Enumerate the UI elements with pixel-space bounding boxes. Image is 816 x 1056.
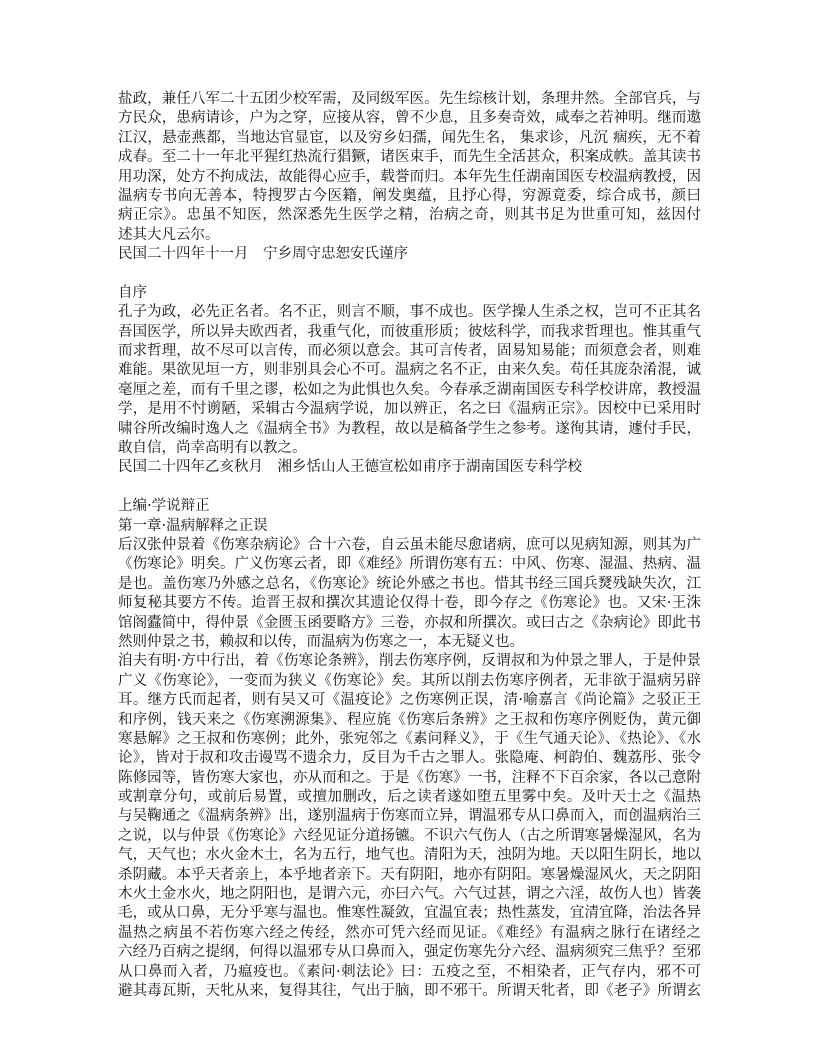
text-line: 论》，皆对于叔和攻击谩骂不遗余力，反目为千古之罪人。张隐庵、柯韵伯、魏荔彤、张令 xyxy=(118,750,701,767)
text-line: 毫厘之差，而有千里之谬，松如之为此惧也久矣。今春承乏湖南国医专科学校讲席，教授温 xyxy=(118,381,701,398)
blank-line xyxy=(118,265,701,284)
text-line: 毛，或从口鼻，无分乎寒与温也。惟寒性凝敛，宜温宜表；热性蒸发，宜清宜降，治法各异 xyxy=(118,905,701,922)
text-line: 木火土金水火，地之阴阳也，是谓六元，亦曰六气。六气过甚，谓之六淫，故伤人也）皆袭 xyxy=(118,886,701,903)
text-line: 《伤寒论》明矣。广义伤寒云者，即《难经》所谓伤寒有五：中风、伤寒、湿温、热病、温 xyxy=(118,556,701,573)
text-line: 气，天气也；水火金木土，名为五行，地气也。清阳为天，浊阴为地。天以阳生阴长，地以 xyxy=(118,847,701,864)
part-title-text: 上编·学说辩正 xyxy=(118,498,210,515)
text-line: 敢自信，尚幸高明有以教之。 xyxy=(118,440,307,457)
text-line: 洎夫有明·方中行出，着《伤寒论条辨》，削去伤寒序例，反谓叔和为仲景之罪人，于是仲景 xyxy=(118,653,701,670)
text-line: 避其毒瓦斯，天牝从来，复得其往，气出于脑，即不邪干。所谓天牝者，即《老子》所谓玄 xyxy=(118,982,701,999)
text-line: 杀阴藏。本乎天者亲上，本乎地者亲下。天有阴阳，地亦有阴阳。寒暑燥湿风火，天之阴阳 xyxy=(118,866,701,883)
text-line: 啸谷所改编时逸人之《温病全书》为教程，故以是稿备学生之参考。遂徇其请，遽付手民， xyxy=(118,420,701,437)
text-line: 之说，以与仲景《伤寒论》六经见证分道扬镳。不识六气伤人（古之所谓寒暑燥湿风，名为 xyxy=(118,827,701,844)
text-line: 陈修园等，皆伤寒大家也，亦从而和之。于是《伤寒》一书，注释不下百余家，各以己意附 xyxy=(118,769,701,786)
text-line: 温病专书向无善本，特搜罗古今医籍，阐发奥蕴，且抒心得，穷源竟委，综合成书，颜曰 xyxy=(118,187,701,204)
self-preface-body xyxy=(118,303,701,458)
text-line: 从口鼻而入者，乃瘟疫也。《素问·刺法论》曰：五疫之至，不相染者，正气存内，邪不可 xyxy=(118,963,701,980)
chapter-title-text: 第一章·温病解释之正误 xyxy=(118,517,268,534)
text-line: 耳。继方氏而起者，则有吴又可《温疫论》之伤寒例正误，清·喻嘉言《尚论篇》之驳正王 xyxy=(118,692,701,709)
self-preface-title xyxy=(118,284,701,303)
preface-continued xyxy=(118,90,701,245)
text-line: 吾国医学，所以异夫欧西者，我重气化，而彼重形质；彼炫科学，而我求哲理也。惟其重气 xyxy=(118,323,701,340)
self-preface-signature-text: 民国二十四年乙亥秋月 湘乡恬山人王德宣松如甫序于湖南国医专科学校 xyxy=(118,459,582,476)
document-page xyxy=(118,90,701,1001)
chapter-paragraph-1 xyxy=(118,536,701,652)
preface-signature-text: 民国二十四年十一月 宁乡周守忠恕安氏谨序 xyxy=(118,246,408,263)
text-line: 后汉张仲景着《伤寒杂病论》合十六卷，自云虽未能尽愈诸病，庶可以见病知源，则其为广 xyxy=(118,536,701,553)
text-line: 是也。盖伤寒乃外感之总名，《伤寒论》统论外感之书也。惜其书经三国兵燹残缺失次，江 xyxy=(118,575,701,592)
text-line: 师复秘其要方不传。迨晋王叔和撰次其遗论仅得十卷，即今存之《伤寒论》也。又宋·王洙 xyxy=(118,595,701,612)
text-line: 广义《伤寒论》，一变而为狭义《伤寒论》矣。其所以削去伤寒序例者，无非欲于温病另辟 xyxy=(118,672,701,689)
text-line: 而求哲理，故不尽可以言传，而必须以意会。其可言传者，固易知易能；而须意会者，则难 xyxy=(118,343,701,360)
text-line: 温热之病虽不若伤寒六经之传经，然亦可凭六经而见证。《难经》有温病之脉行在诸经之 xyxy=(118,924,701,941)
text-line: 盐政，兼任八军二十五团少校军需，及同级军医。先生综核计划，条理井然。全部官兵，与 xyxy=(118,91,701,107)
text-line: 述其大凡云尔。 xyxy=(118,226,220,243)
text-line: 六经乃百病之提纲，何得以温邪专从口鼻而入，强定伤寒先分六经、温病须究三焦乎？至邪 xyxy=(118,944,701,961)
text-line: 寒悬解》之王叔和伤寒例；此外，张宛邻之《素问释义》，于《生气通天论》、《热论》、《水 xyxy=(118,730,701,747)
text-line: 学，是用不忖谫陋，采辑古今温病学说，加以辨正，名之曰《温病正宗》。因校中已采用时 xyxy=(118,401,701,418)
self-preface-signature xyxy=(118,458,701,477)
text-line: 与吴鞠通之《温病条辨》出，遂别温病于伤寒而立异，谓温邪专从口鼻而入，而创温病治三 xyxy=(118,808,701,825)
blank-line xyxy=(118,478,701,497)
text-line: 难能。果欲见垣一方，则非别具会心不可。温病之名不正，由来久矣。苟任其庞杂淆混，诚 xyxy=(118,362,701,379)
preface-signature xyxy=(118,245,701,264)
text-line: 成春。至二十一年北平猩红热流行猖獗，诸医束手，而先生全活甚众，积案成帙。盖其读书 xyxy=(118,149,701,166)
chapter-paragraph-2 xyxy=(118,652,701,1001)
text-line: 馆阁蠹简中，得仲景《金匮玉函要略方》三卷，亦叔和所撰次。或曰古之《杂病论》即此书 xyxy=(118,614,701,631)
text-line: 孔子为政，必先正名者。名不正，则言不顺，事不成也。医学操人生杀之权，岂可不正其名 xyxy=(118,304,701,321)
text-line: 病正宗》。忠虽不知医，然深悉先生医学之精，治病之奇，则其书足为世重可知，兹因付 xyxy=(118,207,701,224)
text-line: 江汉，悬壶燕都，当地达官显宦，以及穷乡妇孺，闻先生名， 集求诊，凡沉 痼疾，无不着 xyxy=(118,129,701,146)
self-preface-title-text: 自序 xyxy=(118,284,147,301)
part-title xyxy=(118,497,701,516)
text-line: 然则仲景之书，赖叔和以传，而温病为伤寒之一，本无疑义也。 xyxy=(118,633,524,650)
text-line: 方民众，患病请诊，户为之穿，应接从容，曾不少息，且多奏奇效，咸奉之若神明。继而遨 xyxy=(118,110,701,127)
text-line: 或割章分句，或前后易置，或擅加删改，后之读者遂如堕五里雾中矣。及叶天士之《温热 xyxy=(118,789,701,806)
chapter-title xyxy=(118,517,701,536)
text-line: 和序例，钱天来之《伤寒溯源集》、程应旄《伤寒后条辨》之王叔和伤寒序例贬伪，黄元御 xyxy=(118,711,701,728)
text-line: 用功深，处方不拘成法，故能得心应手，载誉而归。本年先生任湖南国医专校温病教授，因 xyxy=(118,168,701,185)
